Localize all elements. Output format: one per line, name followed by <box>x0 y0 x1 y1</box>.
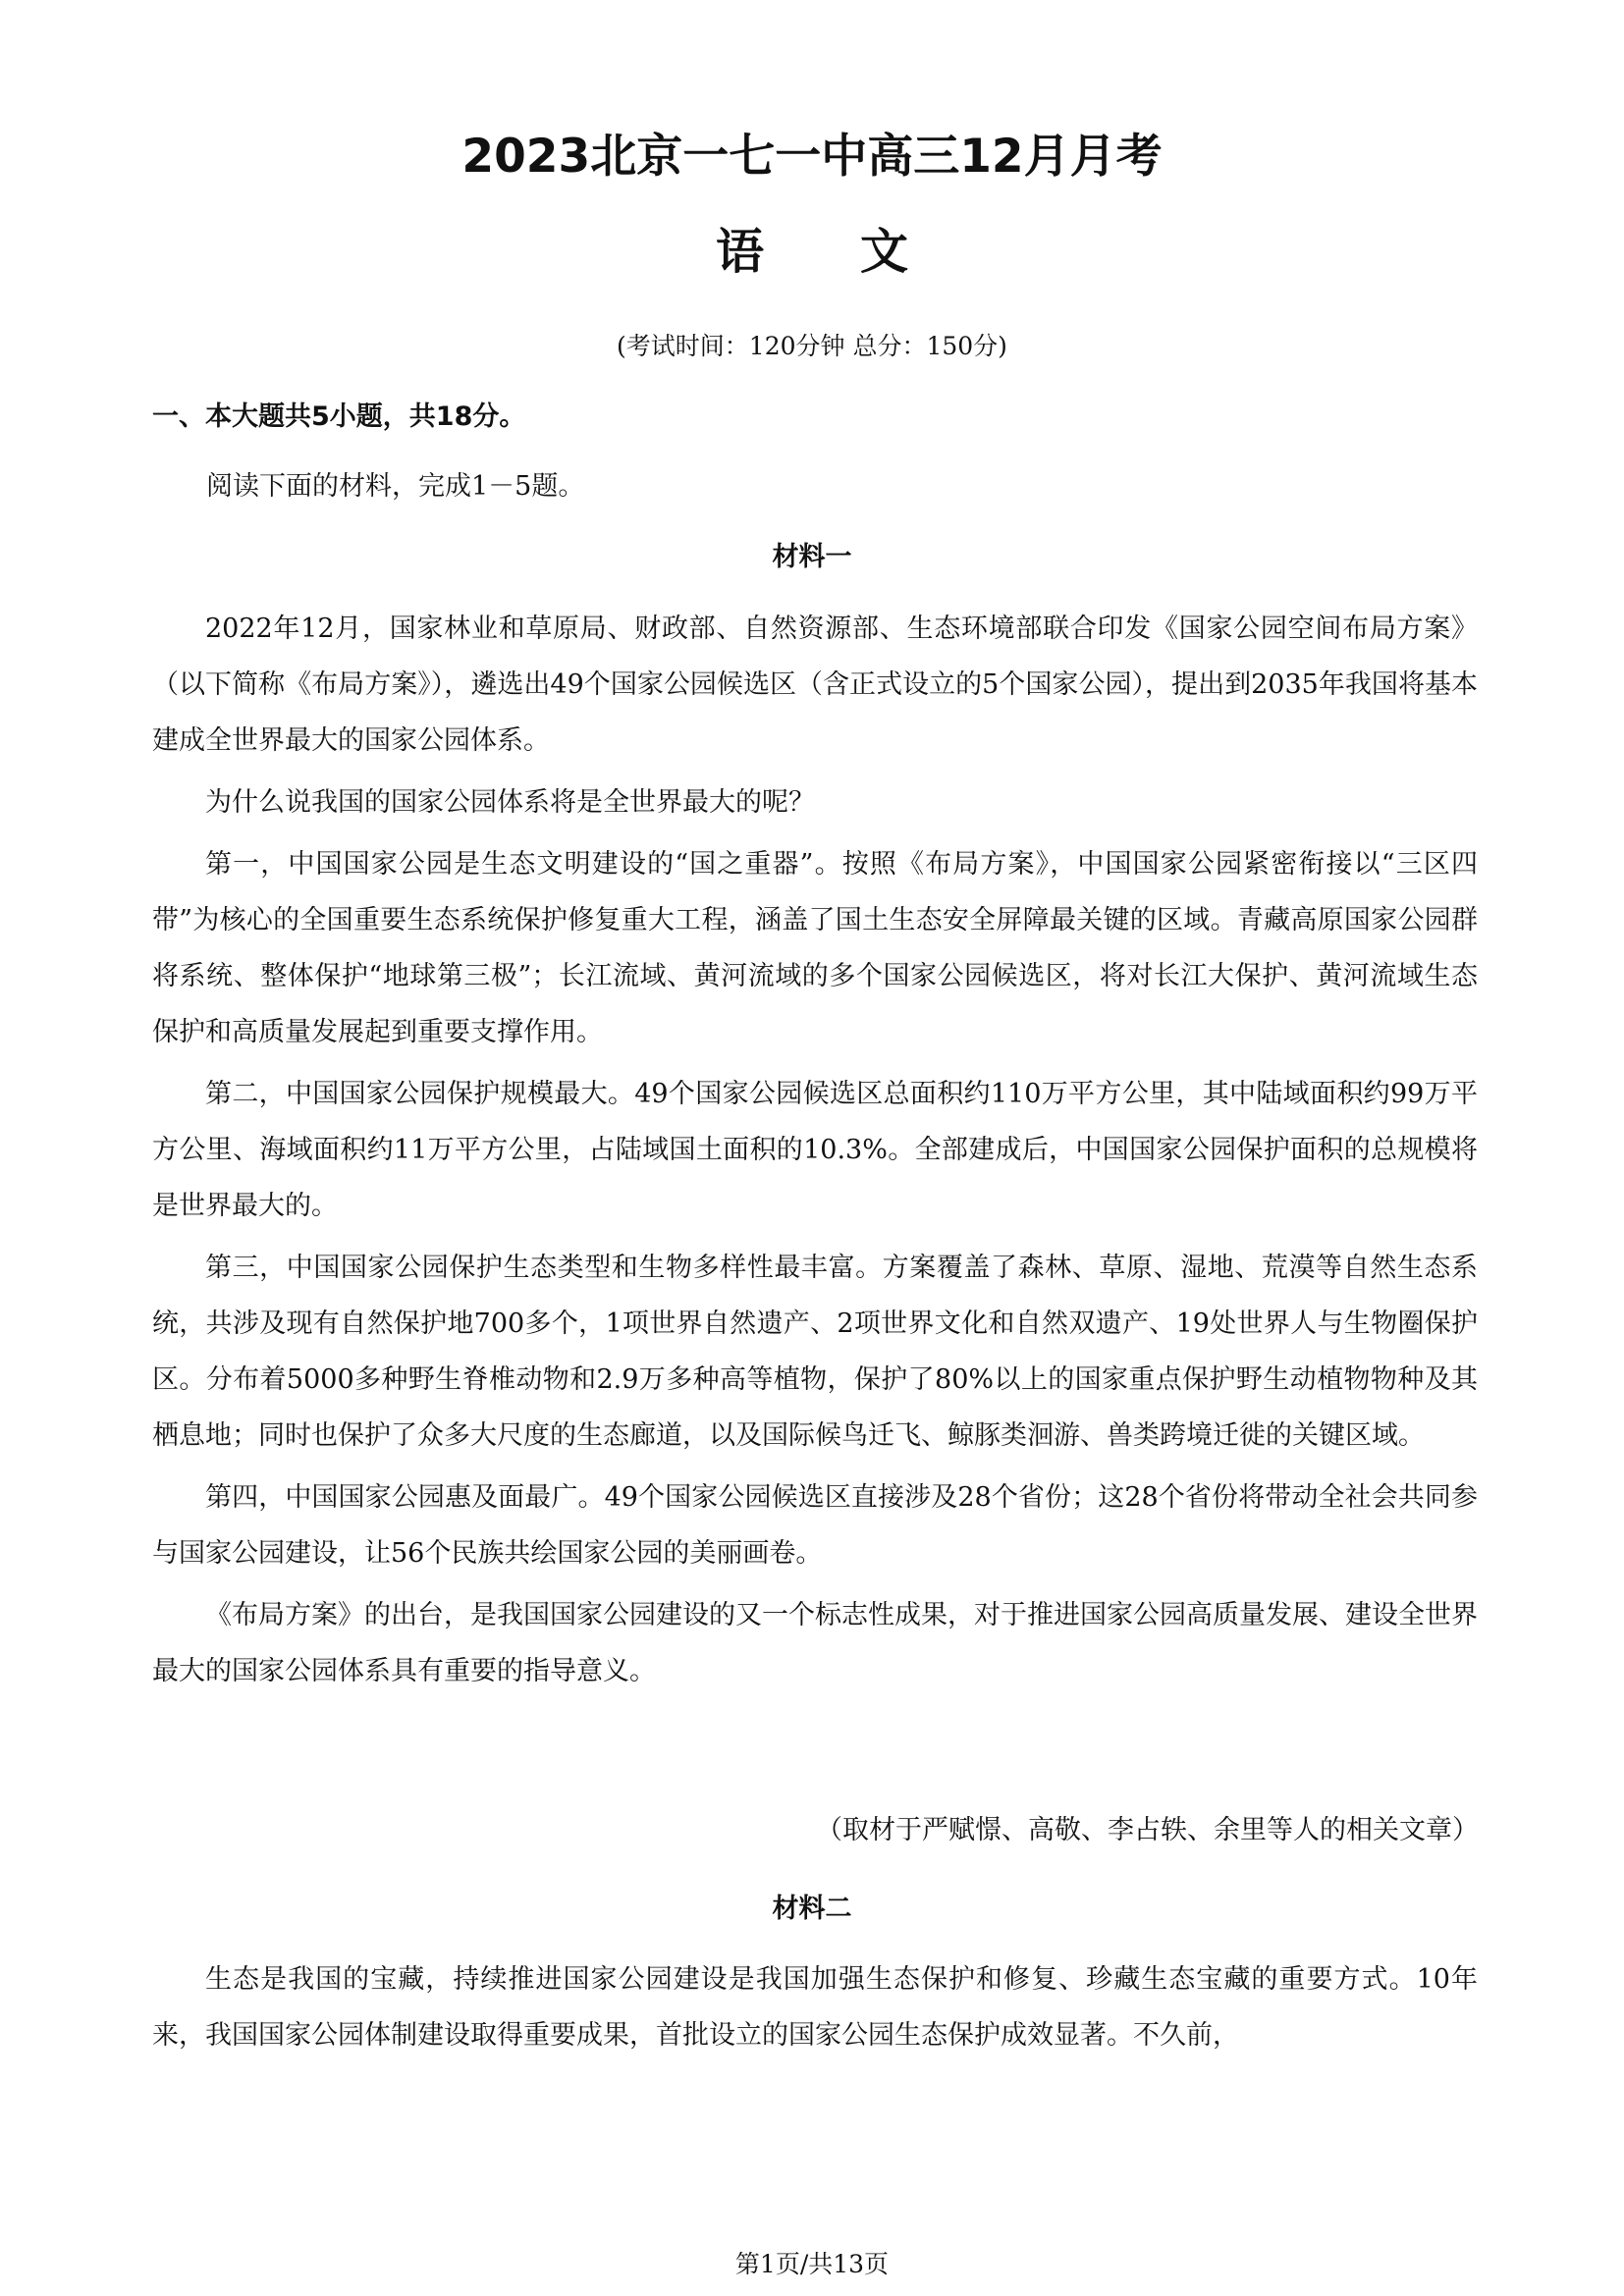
material-one-paragraph-1: 2022年12月，国家林业和草原局、财政部、自然资源部、生态环境部联合印发《国家公园空间布局方案》（以下简称《布局方案》），遴选出49个国家公园候选区（含正式设立的5个国家公园），提出到2035年我国将基本建成全世界最大的国家公园体系。 <box>152 614 1478 756</box>
material-one-paragraph-5: 第三，中国国家公园保护生态类型和生物多样性最丰富。方案覆盖了森林、草原、湿地、荒漠等自然生态系统，共涉及现有自然保护地700多个，1项世界自然遗产、2项世界文化和自然双遗产、19处世界人与生物圈保护区。分布着5000多种野生脊椎动物和2.9万多种高等植物，保护了80%以上的国家重点保护野生动植物物种及其栖息地；同时也保护了众多大尺度的生态廊道，以及国际候鸟迁飞、鲸豚类洄游、兽类跨境迁徙的关键区域。 <box>152 1253 1478 1451</box>
section-instruction: 阅读下面的材料，完成1－5题。 <box>206 471 585 502</box>
material-two-body <box>152 1951 1478 2069</box>
section-heading: 一、本大题共5小题，共18分。 <box>152 401 526 432</box>
exam-info: (考试时间：120分钟 总分：150分) <box>617 332 1007 360</box>
material-two-title: 材料二 <box>772 1894 852 1924</box>
material-one-title: 材料一 <box>772 542 852 572</box>
material-one-paragraph-2: 为什么说我国的国家公园体系将是全世界最大的呢？ <box>205 787 815 818</box>
material-one-paragraph-4: 第二，中国国家公园保护规模最大。49个国家公园候选区总面积约110万平方公里，其中陆域面积约99万平方公里、海域面积约11万平方公里，占陆域国土面积的10.3%。全部建成后，中国国家公园保护面积的总规模将是世界最大的。 <box>152 1079 1478 1221</box>
material-two-paragraph-1: 生态是我国的宝藏，持续推进国家公园建设是我国加强生态保护和修复、珍藏生态宝藏的重要方式。10年来，我国国家公园体制建设取得重要成果，首批设立的国家公园生态保护成效显著。不久前， <box>152 1964 1478 2051</box>
exam-title: 2023北京一七一中高三12月月考 <box>461 130 1163 184</box>
material-one-body <box>152 601 1478 1705</box>
material-one-paragraph-7: 《布局方案》的出台，是我国国家公园建设的又一个标志性成果，对于推进国家公园高质量发展、建设全世界最大的国家公园体系具有重要的指导意义。 <box>152 1600 1478 1686</box>
material-one-source: （取材于严赋憬、高敬、李占轶、余里等人的相关文章） <box>816 1815 1479 1845</box>
page-number: 第1页/共13页 <box>734 2250 890 2278</box>
material-one-paragraph-6: 第四，中国国家公园惠及面最广。49个国家公园候选区直接涉及28个省份；这28个省份将带动全社会共同参与国家公园建设，让56个民族共绘国家公园的美丽画卷。 <box>152 1482 1478 1569</box>
subject-title: 语 文 <box>715 224 908 280</box>
material-one-paragraph-3: 第一，中国国家公园是生态文明建设的“国之重器”。按照《布局方案》，中国国家公园紧密衔接以“三区四带”为核心的全国重要生态系统保护修复重大工程，涵盖了国土生态安全屏障最关键的区域。青藏高原国家公园群将系统、整体保护“地球第三极”；长江流域、黄河流域的多个国家公园候选区，将对长江大保护、黄河流域生态保护和高质量发展起到重要支撑作用。 <box>152 849 1478 1047</box>
